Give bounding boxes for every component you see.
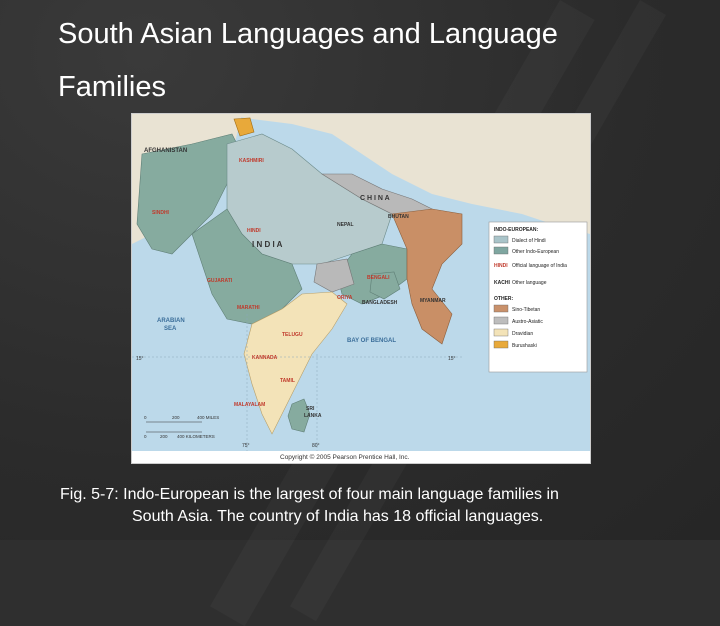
scale-km-200: 200 (160, 434, 168, 439)
map-copyright: Copyright © 2005 Pearson Prentice Hall, Inc. (280, 454, 410, 461)
caption-line-1: Fig. 5-7: Indo-European is the largest of four main language families in (60, 486, 559, 503)
legend-swatch-other-ie (494, 247, 508, 254)
label-arabian-sea: ARABIAN (157, 318, 185, 324)
label-arabian-sea-2: SEA (164, 326, 177, 332)
figure-caption (60, 484, 680, 528)
legend-swatch-dravidian (494, 329, 508, 336)
legend-label-dialect-hindi: Dialect of Hindi (512, 238, 546, 244)
legend-label-dravidian: Dravidian (512, 331, 534, 337)
legend-heading-indo-european: INDO-EUROPEAN: (494, 227, 539, 233)
label-lat-right: 15° (448, 356, 456, 362)
legend-official-key: HINDI (494, 263, 508, 269)
legend-label-austro-asiatic: Austro-Asiatic (512, 319, 543, 325)
scale-miles-200: 200 (172, 415, 180, 420)
legend-label-other-ie: Other Indo-European (512, 249, 559, 255)
scale-km-label: 400 KILOMETERS (177, 434, 215, 439)
scale-miles-label: 400 MILES (197, 415, 220, 420)
label-marathi: MARATHI (237, 305, 260, 311)
label-lat-left: 15° (136, 356, 144, 362)
label-kashmiri: KASHMIRI (239, 158, 264, 164)
label-myanmar: MYANMAR (420, 298, 446, 304)
slide-title (58, 8, 678, 114)
legend-label-sino-tibetan: Sino-Tibetan (512, 307, 541, 313)
label-hindi: HINDI (247, 228, 261, 234)
label-bhutan: BHUTAN (388, 214, 409, 220)
label-bay-of-bengal: BAY OF BENGAL (347, 338, 397, 344)
slide-title-line-2: Families (58, 71, 166, 103)
label-bengali: BENGALI (367, 275, 390, 281)
language-map (131, 113, 591, 464)
label-gujarati: GUJARATI (207, 278, 233, 284)
legend-other-label: Other language (512, 280, 547, 286)
label-kannada: KANNADA (252, 355, 278, 361)
legend-swatch-dialect-hindi (494, 236, 508, 243)
label-india: I N D I A (252, 240, 283, 249)
map-legend (489, 222, 587, 372)
legend-other-key: KACHI (494, 280, 510, 286)
label-lon-80: 80° (312, 443, 320, 449)
label-telugu: TELUGU (282, 332, 303, 338)
scale-miles-0: 0 (144, 415, 147, 420)
legend-label-burushaski: Burushaski (512, 343, 537, 349)
label-afghanistan: AFGHANISTAN (144, 148, 188, 154)
label-nepal: NEPAL (337, 222, 354, 228)
legend-swatch-sino-tibetan (494, 305, 508, 312)
caption-line-2: South Asia. The country of India has 18 official languages. (132, 508, 544, 525)
label-sri-lanka: SRI (306, 406, 315, 412)
language-map-svg (132, 114, 590, 463)
label-sri-lanka-2: LANKA (304, 413, 322, 419)
legend-official-label: Official language of India (512, 263, 567, 269)
legend-swatch-burushaski (494, 341, 508, 348)
label-sindhi: SINDHI (152, 210, 169, 216)
legend-heading-other: OTHER: (494, 296, 514, 302)
label-malayalam: MALAYALAM (234, 402, 266, 408)
scale-km-0: 0 (144, 434, 147, 439)
legend-swatch-austro-asiatic (494, 317, 508, 324)
label-bangladesh: BANGLADESH (362, 300, 398, 306)
slide-title-line-1: South Asian Languages and Language (58, 18, 558, 50)
label-oriya: ORIYA (337, 295, 353, 301)
label-lon-75: 75° (242, 443, 250, 449)
label-tamil: TAMIL (280, 378, 295, 384)
label-china: C H I N A (360, 195, 390, 202)
